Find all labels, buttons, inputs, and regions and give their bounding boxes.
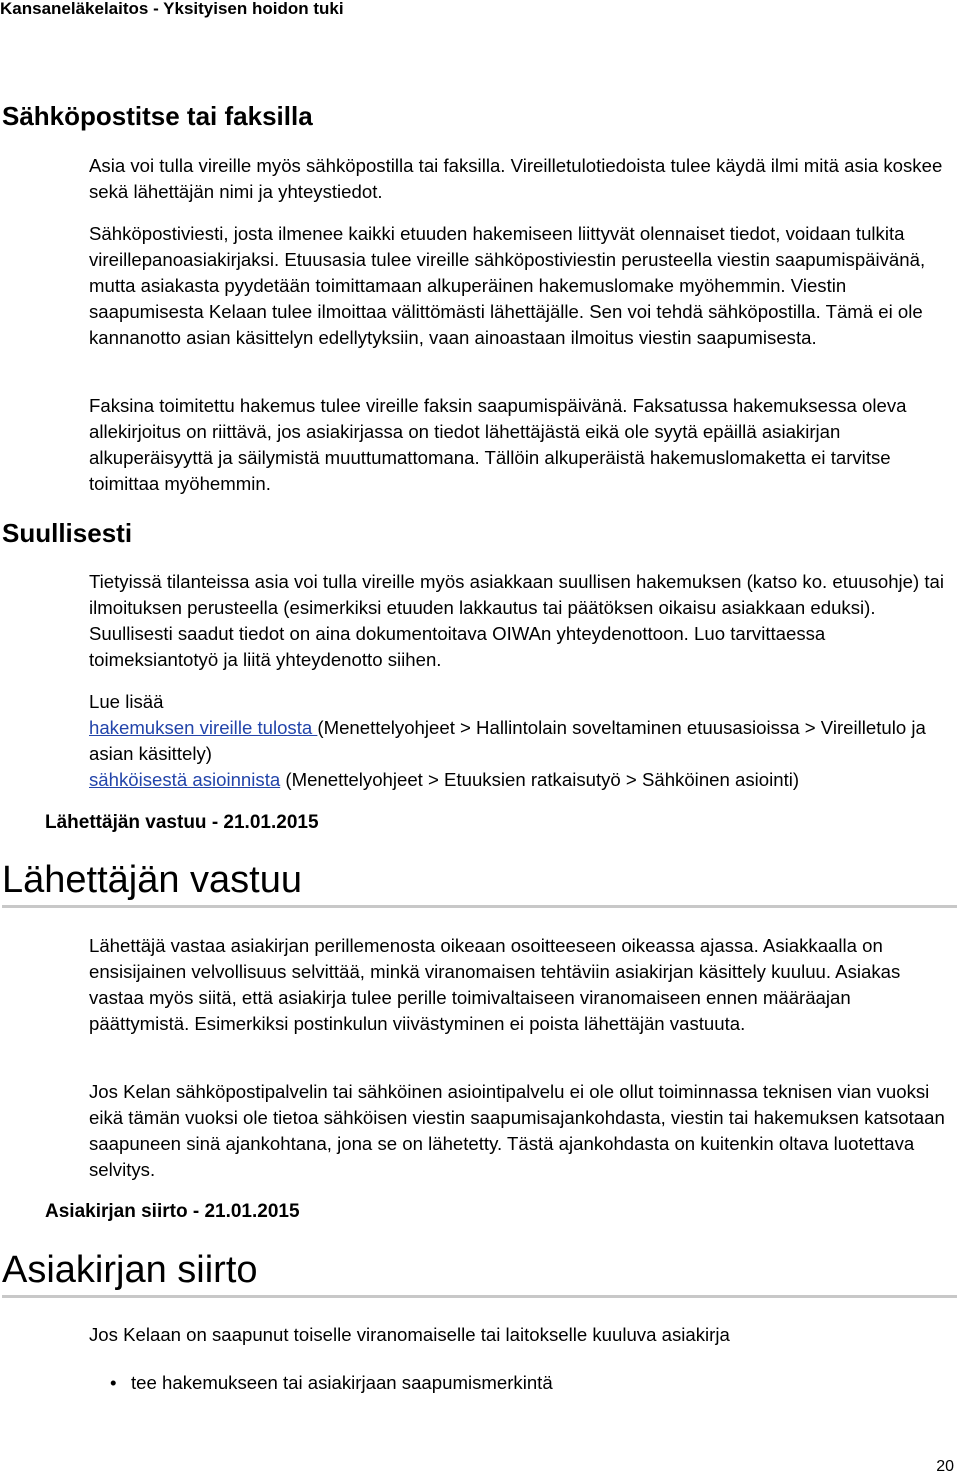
paragraph-oral: Tietyissä tilanteissa asia voi tulla vireille myös asiakkaan suullisen hakemuksen (katso ko. etuusohje) tai ilmoituksen perusteella (esimerkiksi etuuden lakkautus tai päätöksen oikaisu asiakkaan eduksi). Suullisesti saadut tiedot on aina dokumentoitava OIWAn yhteydenottoon. Luo tarvittaessa toimeksiantotyö ja liitä yhteydenotto siihen. xyxy=(89,571,945,670)
paragraph-transfer: Jos Kelaan on saapunut toiselle viranomaiselle tai laitokselle kuuluva asiakirja xyxy=(89,1324,730,1345)
read-more-label: Lue lisää xyxy=(89,691,164,712)
heading-email-fax: Sähköpostitse tai faksilla xyxy=(2,101,313,131)
paragraph-sender-2: Jos Kelan sähköpostipalvelin tai sähköinen asiointipalvelu ei ole ollut toiminnassa teknisen vian vuoksi eikä tämän vuoksi ole tietoa sähköisen viestin saapumisajankohdasta, viestin tai hakemuksen katsotaan saapuneen sinä ajankohtana, jona se on lähetetty. Tästä ajankohdasta on kuitenkin oltava luotettava selvitys. xyxy=(89,1081,945,1180)
page-number: 20 xyxy=(936,1458,954,1475)
document-header: Kansaneläkelaitos - Yksityisen hoidon tuki xyxy=(0,0,344,18)
read-more-block xyxy=(89,689,951,793)
heading-sender-responsibility: Lähettäjän vastuu xyxy=(2,859,303,901)
divider xyxy=(2,905,957,908)
paragraph-email-intro: Asia voi tulla vireille myös sähköpostilla tai faksilla. Vireilletulotiedoista tulee käydä ilmi mitä asia koskee sekä lähettäjän nimi ja yhteystiedot. xyxy=(89,155,943,202)
transfer-steps-list xyxy=(89,1370,553,1396)
link-electronic-services-path: (Menettelyohjeet > Etuuksien ratkaisutyö > Sähköinen asiointi) xyxy=(280,769,800,790)
link-application-pending-path: (Menettelyohjeet > Hallintolain soveltaminen etuusasioissa > Vireilletulo ja asian käsittely) xyxy=(89,717,926,764)
subtitle-document-transfer: Asiakirjan siirto - 21.01.2015 xyxy=(45,1201,300,1222)
heading-oral: Suullisesti xyxy=(2,518,133,548)
list-item xyxy=(89,1370,553,1396)
subtitle-sender-responsibility: Lähettäjän vastuu - 21.01.2015 xyxy=(45,812,319,833)
heading-document-transfer: Asiakirjan siirto xyxy=(2,1249,258,1291)
divider xyxy=(2,1295,957,1298)
link-electronic-services[interactable]: sähköisestä asioinnista xyxy=(89,769,281,790)
list-item-text: tee hakemukseen tai asiakirjaan saapumismerkintä xyxy=(131,1372,553,1393)
paragraph-email-details: Sähköpostiviesti, josta ilmenee kaikki etuuden hakemiseen liittyvät olennaiset tiedot, voidaan tulkita vireillepanoasiakirjaksi. Etuusasia tulee vireille sähköpostiviestin perusteella viestin saapumispäivänä, mutta asiakasta pyydetään toimittamaan alkuperäinen hakemuslomake myöhemmin. Viestin saapumisesta Kelaan tulee ilmoittaa välittömästi lähettäjälle. Sen voi tehdä sähköpostilla. Tämä ei ole kannanotto asian käsittelyn edellytyksiin, vaan ainoastaan ilmoitus viestin saapumisesta. xyxy=(89,223,926,348)
bullet-icon: • xyxy=(110,1372,117,1393)
link-application-pending[interactable]: hakemuksen vireille tulosta xyxy=(89,717,318,738)
paragraph-sender-1: Lähettäjä vastaa asiakirjan perillemenosta oikeaan osoitteeseen oikeassa ajassa. Asiakkaalla on ensisijainen velvollisuus selvittää, minkä viranomaisen tehtäviin asiakirjan käsittely kuuluu. Asiakas vastaa myös siitä, että asiakirja tulee perille toimivaltaiseen viranomaiseen ennen määräajan päättymistä. Esimerkiksi postinkulun viivästyminen ei poista lähettäjän vastuuta. xyxy=(89,935,901,1034)
paragraph-fax: Faksina toimitettu hakemus tulee vireille faksin saapumispäivänä. Faksatussa hakemuksessa oleva allekirjoitus on riittävä, jos asiakirjassa on tiedot lähettäjästä eikä ole syytä epäillä asiakirjan alkuperäisyyttä ja säilymistä muuttumattomana. Tällöin alkuperäistä hakemuslomaketta ei tarvitse toimittaa myöhemmin. xyxy=(89,395,907,494)
